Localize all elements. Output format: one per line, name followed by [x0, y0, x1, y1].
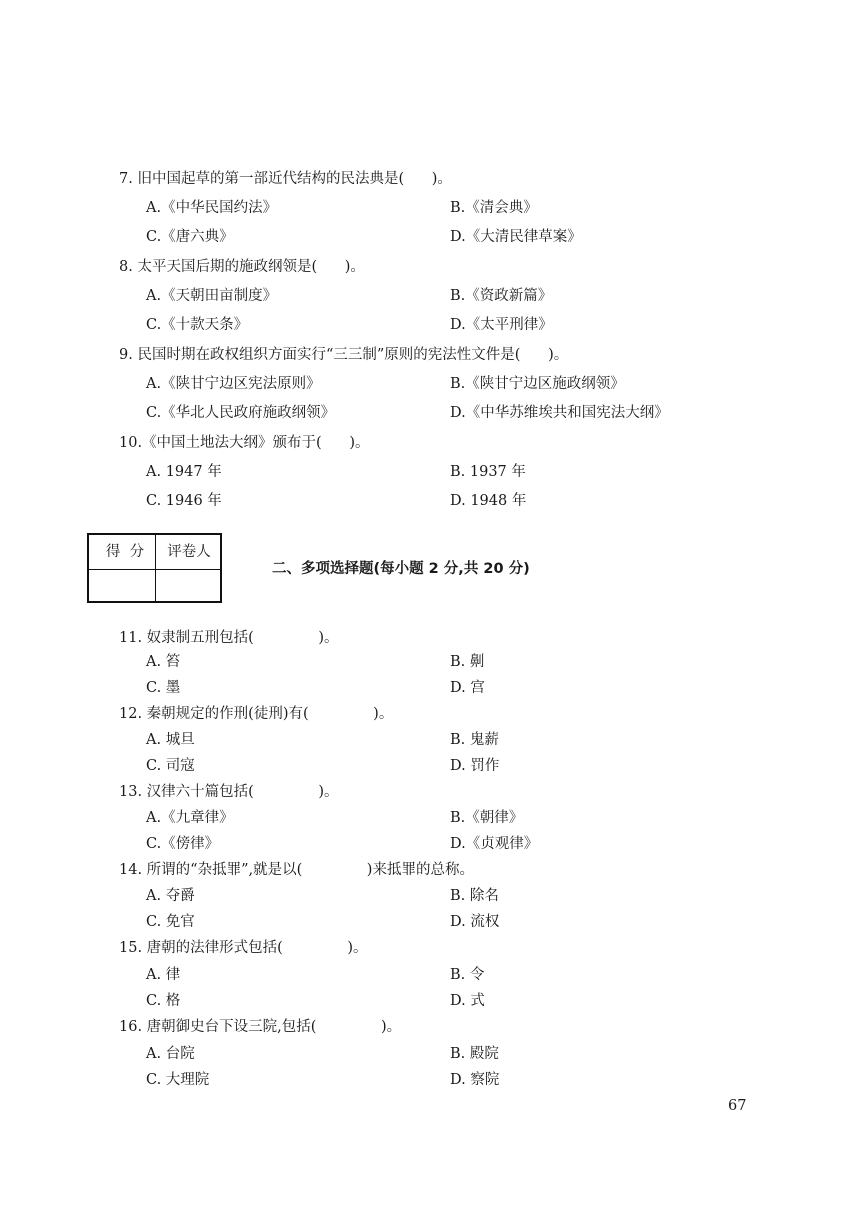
question-15-option-c: C. 格 — [146, 993, 181, 1009]
question-8-option-c: C.《十款天条》 — [146, 317, 249, 333]
question-7-option-c: C.《唐六典》 — [146, 229, 234, 245]
question-14-option-a: A. 夺爵 — [146, 888, 195, 904]
question-14-option-c: C. 免官 — [146, 914, 195, 930]
question-16-option-a: A. 台院 — [146, 1046, 195, 1062]
question-10-stem: 10.《中国土地法大纲》颁布于( )。 — [119, 435, 370, 451]
question-15-option-b: B. 令 — [450, 967, 485, 983]
question-13-option-c: C.《傍律》 — [146, 836, 220, 852]
question-8-option-a: A.《天朝田亩制度》 — [146, 288, 278, 304]
question-14-option-b: B. 除名 — [450, 888, 499, 904]
question-9-stem: 9. 民国时期在政权组织方面实行“三三制”原则的宪法性文件是( )。 — [119, 347, 569, 363]
question-7-option-a: A.《中华民国约法》 — [146, 200, 278, 216]
question-12-option-a: A. 城旦 — [146, 732, 195, 748]
score-box — [87, 533, 222, 603]
question-11-option-a: A. 笞 — [146, 654, 181, 670]
question-10-option-c: C. 1946 年 — [146, 493, 222, 509]
question-13-option-d: D.《贞观律》 — [450, 836, 539, 852]
question-13-option-b: B.《朝律》 — [450, 810, 524, 826]
question-13-stem: 13. 汉律六十篇包括( )。 — [119, 784, 339, 800]
question-7-stem: 7. 旧中国起草的第一部近代结构的民法典是( )。 — [119, 171, 452, 187]
question-12-option-b: B. 鬼薪 — [450, 732, 499, 748]
question-7-option-d: D.《大清民律草案》 — [450, 229, 582, 245]
question-14-option-d: D. 流权 — [450, 914, 500, 930]
question-12-option-c: C. 司寇 — [146, 758, 195, 774]
question-12-stem: 12. 秦朝规定的作刑(徒刑)有( )。 — [119, 706, 394, 722]
question-8-stem: 8. 太平天国后期的施政纲领是( )。 — [119, 259, 365, 275]
question-11-option-b: B. 劓 — [450, 654, 485, 670]
question-10-option-b: B. 1937 年 — [450, 464, 526, 480]
page-number: 67 — [728, 1098, 747, 1114]
question-16-option-c: C. 大理院 — [146, 1072, 210, 1088]
score-box-divider-vertical — [155, 535, 156, 601]
question-9-option-c: C.《华北人民政府施政纲领》 — [146, 405, 336, 421]
question-10-option-d: D. 1948 年 — [450, 493, 527, 509]
question-11-option-c: C. 墨 — [146, 680, 181, 696]
question-15-stem: 15. 唐朝的法律形式包括( )。 — [119, 940, 368, 956]
question-16-stem: 16. 唐朝御史台下设三院,包括( )。 — [119, 1019, 402, 1035]
question-14-stem: 14. 所谓的“杂抵罪”,就是以( )来抵罪的总称。 — [119, 862, 474, 878]
question-15-option-a: A. 律 — [146, 967, 181, 983]
question-12-option-d: D. 罚作 — [450, 758, 500, 774]
question-13-option-a: A.《九章律》 — [146, 810, 234, 826]
grader-label: 评卷人 — [167, 544, 211, 560]
question-11-stem: 11. 奴隶制五刑包括( )。 — [119, 630, 339, 646]
question-16-option-d: D. 察院 — [450, 1072, 500, 1088]
question-8-option-b: B.《资政新篇》 — [450, 288, 553, 304]
question-8-option-d: D.《太平刑律》 — [450, 317, 553, 333]
section-2-title: 二、多项选择题(每小题 2 分,共 20 分) — [272, 561, 530, 577]
question-7-option-b: B.《清会典》 — [450, 200, 538, 216]
question-9-option-d: D.《中华苏维埃共和国宪法大纲》 — [450, 405, 669, 421]
question-10-option-a: A. 1947 年 — [146, 464, 222, 480]
question-9-option-a: A.《陕甘宁边区宪法原则》 — [146, 376, 321, 392]
question-9-option-b: B.《陕甘宁边区施政纲领》 — [450, 376, 625, 392]
question-16-option-b: B. 殿院 — [450, 1046, 499, 1062]
question-11-option-d: D. 宫 — [450, 680, 485, 696]
question-15-option-d: D. 式 — [450, 993, 485, 1009]
score-label: 得 分 — [105, 544, 145, 560]
